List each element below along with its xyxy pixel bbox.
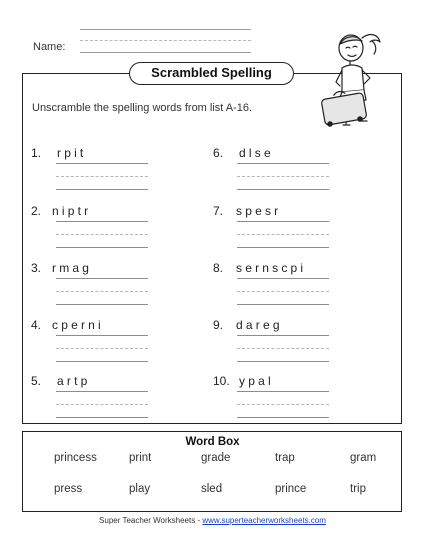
name-label: Name: <box>33 41 66 53</box>
scrambled-word: rpit <box>57 146 87 160</box>
item-number: 10. <box>213 374 230 388</box>
word-box-word: print <box>129 452 152 464</box>
scrambled-word: spesr <box>236 204 282 218</box>
scrambled-word: sernscpi <box>236 261 307 275</box>
scrambled-word: artp <box>57 374 91 388</box>
word-box-word: prince <box>275 483 307 495</box>
scrambled-word: ypal <box>239 374 274 388</box>
word-box-title: Word Box <box>185 436 240 448</box>
word-box-word: princess <box>54 452 97 464</box>
item-number: 4. <box>31 318 42 332</box>
item-number: 7. <box>213 204 224 218</box>
scrambled-word: cperni <box>52 318 104 332</box>
footer-text: Super Teacher Worksheets - <box>99 516 203 525</box>
item-number: 2. <box>31 204 42 218</box>
word-box-word: trap <box>275 452 295 464</box>
item-number: 1. <box>31 146 42 160</box>
item-number: 9. <box>213 318 224 332</box>
name-top-line <box>80 29 251 30</box>
item-number: 3. <box>31 261 42 275</box>
scrambled-word: niptr <box>52 204 92 218</box>
footer-link[interactable]: www.superteacherworksheets.com <box>202 516 326 525</box>
name-mid-dashline <box>80 40 251 41</box>
scrambled-word: rmag <box>52 261 93 275</box>
item-number: 6. <box>213 146 224 160</box>
instructions: Unscramble the spelling words from list A-16. <box>32 102 253 114</box>
word-box-word: grade <box>201 452 231 464</box>
word-box-word: press <box>54 483 83 495</box>
word-box-word: play <box>129 483 151 495</box>
word-box-word: trip <box>350 483 366 495</box>
item-number: 8. <box>213 261 224 275</box>
worksheet-title: Scrambled Spelling <box>129 62 294 85</box>
footer <box>0 516 425 525</box>
word-box-word: gram <box>350 452 377 464</box>
girl-with-suitcase-illustration <box>318 28 394 134</box>
word-box-word: sled <box>201 483 223 495</box>
scrambled-word: dareg <box>236 318 283 332</box>
item-number: 5. <box>31 374 42 388</box>
name-baseline <box>80 52 251 53</box>
scrambled-word: dlse <box>239 146 274 160</box>
